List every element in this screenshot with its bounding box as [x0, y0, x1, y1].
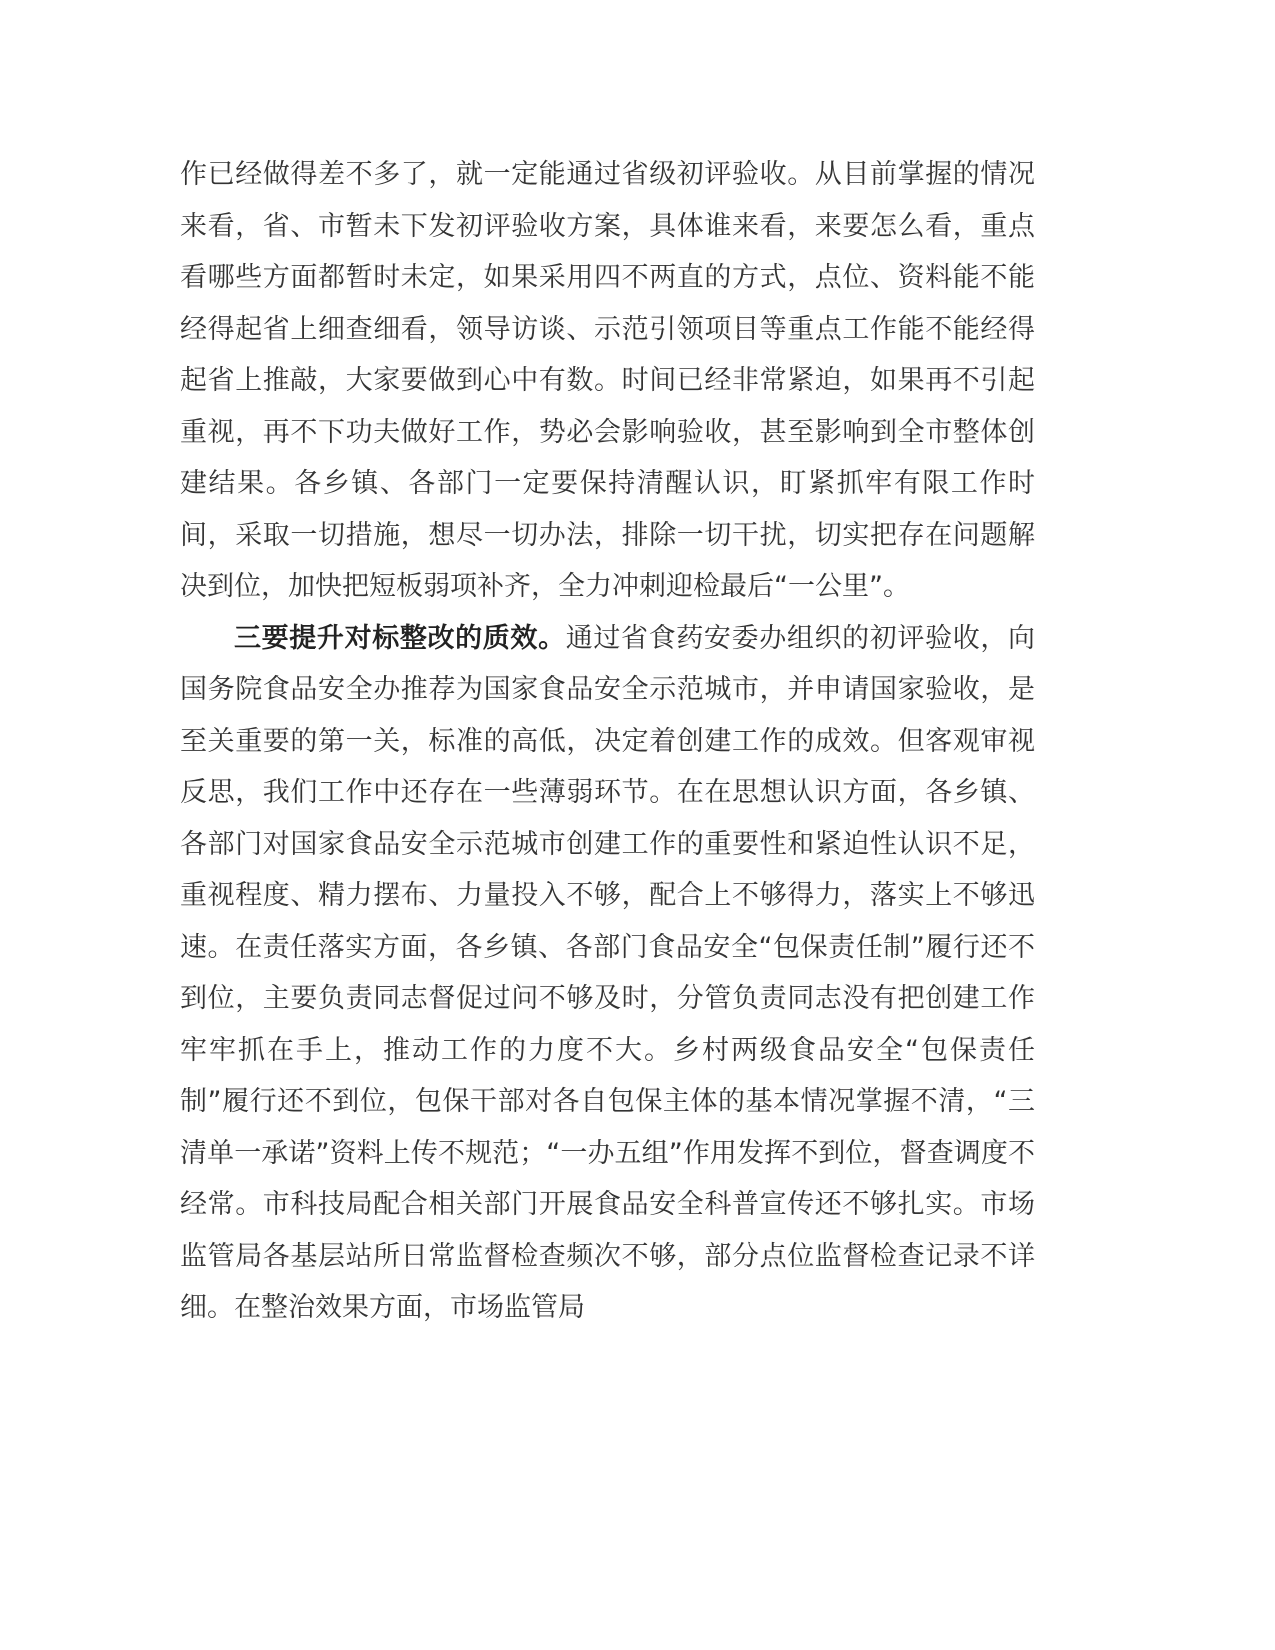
paragraph-lead-heading: 三要提升对标整改的质效。 [234, 622, 566, 654]
document-page [180, 149, 1035, 1334]
paragraph-text: 通过省食药安委办组织的初评验收，向国务院食品安全办推荐为国家食品安全示范城市，并申请国家验收，是至关重要的第一关，标准的高低，决定着创建工作的成效。但客观审视反思，我们工作中还存在一些薄弱环节。在在思想认识方面，各乡镇、各部门对国家食品安全示范城市创建工作的重要性和紧迫性认识不足，重视程度、精力摆布、力量投入不够，配合上不够得力，落实上不够迅速。在责任落实方面，各乡镇、各部门食品安全“包保责任制”履行还不到位，主要负责同志督促过问不够及时，分管负责同志没有把创建工作牢牢抓在手上，推动工作的力度不大。乡村两级食品安全“包保责任制”履行还不到位，包保干部对各自包保主体的基本情况掌握不清，“三清单一承诺”资料上传不规范；“一办五组”作用发挥不到位，督查调度不经常。市科技局配合相关部门开展食品安全科普宣传还不够扎实。市场监管局各基层站所日常监督检查频次不够，部分点位监督检查记录不详细。在整治效果方面，市场监管局 [180, 622, 1036, 1323]
paragraph [180, 613, 1035, 1334]
paragraph [180, 149, 1035, 613]
paragraph-text: 作已经做得差不多了，就一定能通过省级初评验收。从目前掌握的情况来看，省、市暂未下发初评验收方案，具体谁来看，来要怎么看，重点看哪些方面都暂时未定，如果采用四不两直的方式，点位、资料能不能经得起省上细查细看，领导访谈、示范引领项目等重点工作能不能经得起省上推敲，大家要做到心中有数。时间已经非常紧迫，如果再不引起重视，再不下功夫做好工作，势必会影响验收，甚至影响到全市整体创建结果。各乡镇、各部门一定要保持清醒认识，盯紧抓牢有限工作时间，采取一切措施，想尽一切办法，排除一切干扰，切实把存在问题解决到位，加快把短板弱项补齐，全力冲刺迎检最后“一公里”。 [180, 159, 1035, 602]
